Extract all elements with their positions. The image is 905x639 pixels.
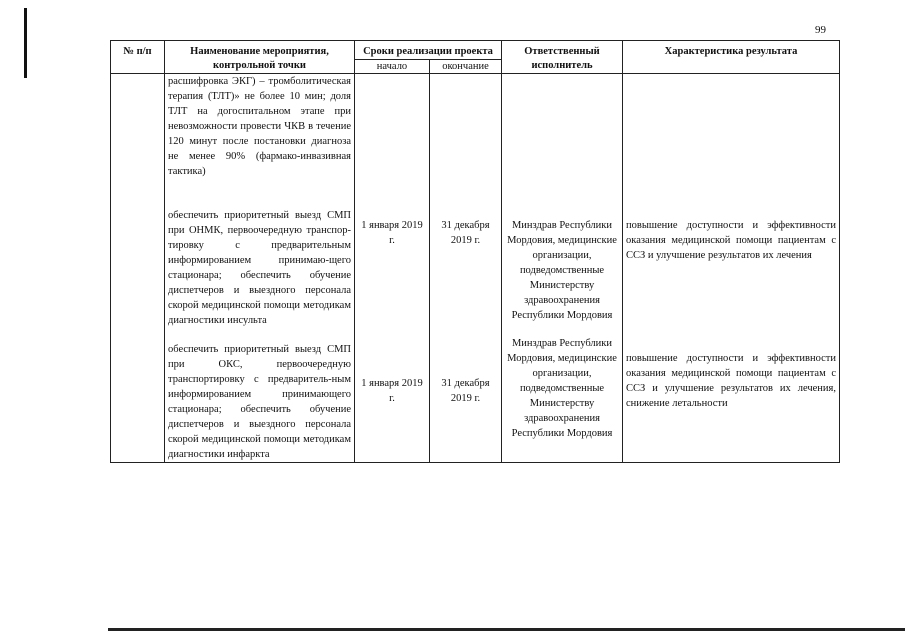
row-2-start: 1 января 2019 г. [361,378,423,404]
continuation-text: расшифровка ЭКГ) – тромболитическая терапия (ТЛТ)» не более 10 мин; доля ТЛТ на догоспитальном этапе при невозможности провести ЧКВ в течение 120 минут после постановки диагноза не менее 90% (фармако-инвазивная тактика) [168,76,351,177]
num-cell [111,74,165,463]
plan-table [110,40,840,463]
row-1-name: обеспечить приоритетный выезд СМП при ОНМК, первоочередную транспор-тировку с предварительным информированием принимаю-щего стационара; обеспечить обучение диспетчеров и выездного персонала скорой медицинской помощи методикам диагностики инсульта [168,210,351,326]
row-2-result: повышение доступности и эффективности оказания медицинской помощи пациентам с ССЗ и улучшение результатов их лечения, снижение летальности [626,353,836,409]
name-cell [165,74,355,463]
header-period: Сроки реализации проекта [355,41,502,60]
header-result: Характеристика результата [623,41,840,74]
row-2-name: обеспечить приоритетный выезд СМП при ОКС, первоочередную транспортировку с предваритель-ным информированием принимающего стационара; обеспечить обучение диспетчеров и выездного персонала скорой медицинской помощи методикам диагностики инфаркта [168,344,351,460]
row-1-result: повышение доступности и эффективности оказания медицинской помощи пациентам с ССЗ и улучшение результатов их лечения [626,220,836,261]
row-1-responsible: Минздрав Республики Мордовия, медицинские организации, подведомственные Министерству здравоохранения Республики Мордовия [507,220,617,321]
responsible-cell [502,74,623,463]
header-start: начало [355,60,430,74]
header-num: № п/п [111,41,165,74]
header-responsible: Ответственный исполнитель [502,41,623,74]
end-cell [430,74,502,463]
row-2-end: 31 декабря 2019 г. [441,378,490,404]
start-cell [355,74,430,463]
page-number: 99 [815,24,826,36]
row-2-responsible: Минздрав Республики Мордовия, медицинские организации, подведомственные Министерству здравоохранения Республики Мордовия [507,338,617,439]
row-1-end: 31 декабря 2019 г. [441,220,490,246]
header-end: окончание [430,60,502,74]
scan-edge-left [24,8,27,78]
scan-edge-bottom [108,628,905,631]
result-cell [623,74,840,463]
header-name: Наименование мероприятия, контрольной точки [165,41,355,74]
row-1-start: 1 января 2019 г. [361,220,423,246]
table-row [111,74,840,463]
